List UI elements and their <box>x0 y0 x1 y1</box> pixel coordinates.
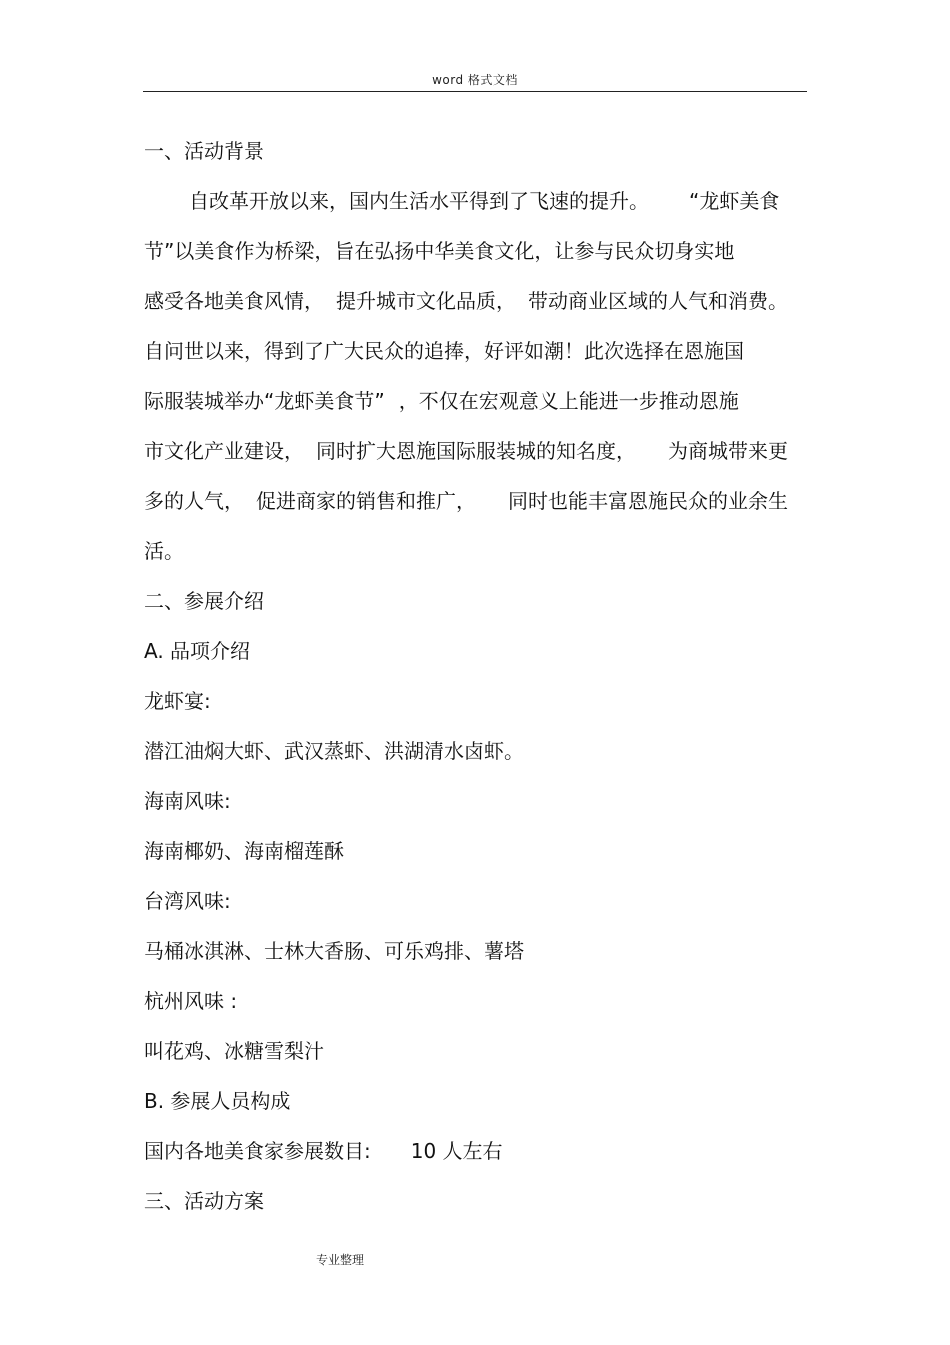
paragraph-line: 节”以美食作为桥梁，旨在弘扬中华美食文化，让参与民众切身实地 <box>144 239 735 263</box>
section-heading-background: 一、活动背景 <box>144 139 264 163</box>
item-content: 海南椰奶、海南榴莲酥 <box>144 839 344 863</box>
paragraph-line: 自改革开放以来，国内生活水平得到了飞速的提升。 “龙虾美食 <box>189 189 780 213</box>
staff-count-value: 10 人左右 <box>410 1139 503 1163</box>
paragraph-line: 感受各地美食风情， 提升城市文化品质， 带动商业区域的人气和消费。 <box>144 289 788 313</box>
item-label: 海南风味: <box>144 789 231 813</box>
item-content: 叫花鸡、冰糖雪梨汁 <box>144 1039 324 1063</box>
subheading-staff: B. 参展人员构成 <box>144 1089 291 1113</box>
document-body <box>144 126 804 1226</box>
section-heading-plan: 三、活动方案 <box>144 1189 264 1213</box>
paragraph-line: 自问世以来，得到了广大民众的追捧，好评如潮！此次选择在恩施国 <box>144 339 744 363</box>
paragraph-line: 际服装城举办“龙虾美食节” ，不仅在宏观意义上能进一步推动恩施 <box>144 389 739 413</box>
paragraph-line: 多的人气， 促进商家的销售和推广， 同时也能丰富恩施民众的业余生 <box>144 489 788 513</box>
paragraph-line: 活。 <box>144 539 184 563</box>
item-content: 潜江油焖大虾、武汉蒸虾、洪湖清水卤虾。 <box>144 739 524 763</box>
staff-count-line <box>144 1126 804 1176</box>
item-label: 龙虾宴: <box>144 689 211 713</box>
paragraph-line: 市文化产业建设， 同时扩大恩施国际服装城的知名度， 为商城带来更 <box>144 439 788 463</box>
header-divider <box>143 91 807 92</box>
item-label: 杭州风味 : <box>144 989 238 1013</box>
page-footer: 专业整理 <box>316 1253 365 1267</box>
item-label: 台湾风味: <box>144 889 231 913</box>
section-heading-exhibition: 二、参展介绍 <box>144 589 264 613</box>
page-header-title: word 格式文档 <box>432 73 518 87</box>
item-content: 马桶冰淇淋、士林大香肠、可乐鸡排、薯塔 <box>144 939 524 963</box>
staff-count-label: 国内各地美食家参展数目: <box>144 1139 371 1163</box>
subheading-item-intro: A. 品项介绍 <box>144 639 251 663</box>
